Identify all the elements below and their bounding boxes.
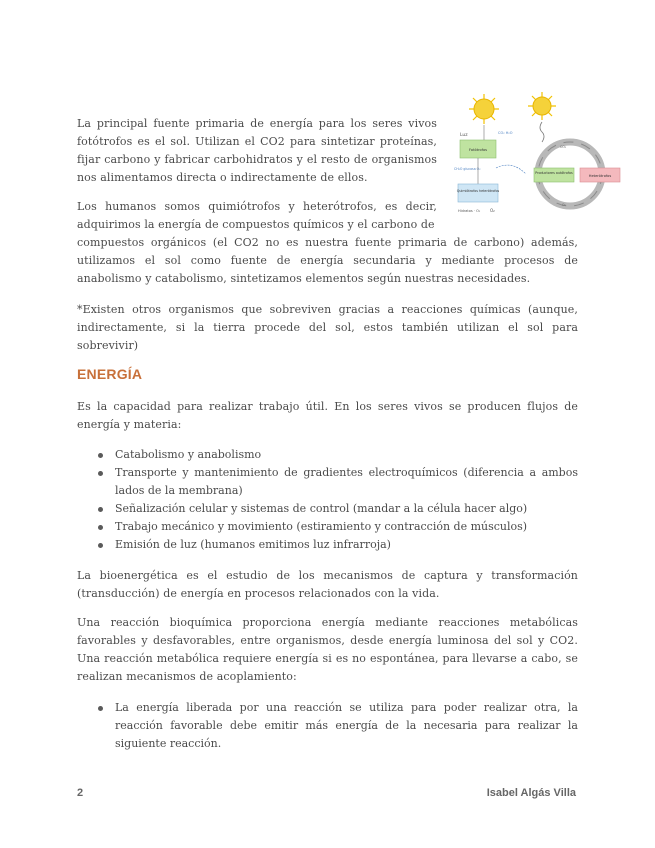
svg-text:CH₂O glucosa O₂: CH₂O glucosa O₂ <box>454 167 481 171</box>
energy-definition: Es la capacidad para realizar trabajo útil. En los seres vivos se producen flujos de energía y materia: <box>77 400 578 431</box>
list-item: Transporte y mantenimiento de gradientes electroquímicos (diferencia a ambos lados de la membrana) <box>77 464 578 500</box>
list-item: Señalización celular y sistemas de control (mandar a la célula hacer algo) <box>77 500 578 518</box>
figure-chemotroph-box: Quimiótrofos heterótrofos <box>456 189 500 193</box>
intro-paragraph-2-end: compuestos orgánicos (el CO2 no es nuestra fuente primaria de carbono) además, utilizamos el sol como fuente de energía secundaria y mediante procesos de anabolismo y catabolismo, sintetizamos elementos según nuestras necesidades. <box>77 236 578 285</box>
bioenergetics-paragraph: La bioenergética es el estudio de los mecanismos de captura y transformación (transducción) de energía en procesos relacionados con la vida. <box>77 569 578 600</box>
energy-flow-figure <box>448 92 626 216</box>
list-item: Emisión de luz (humanos emitimos luz infrarroja) <box>77 536 578 554</box>
figure-heterotroph-box: Heterótrofos <box>588 174 612 178</box>
list-item: Catabolismo y anabolismo <box>77 446 578 464</box>
intro-note: *Existen otros organismos que sobreviven gracias a reacciones químicas (aunque, indirectamente, si la tierra procede del sol, estos también utilizan el sol para sobrevivir) <box>77 303 578 352</box>
right-sun-icon <box>528 92 556 120</box>
author-name: Isabel Algás Villa <box>486 787 576 799</box>
intro-paragraph-2-start: Los humanos somos quimiótrofos y heterótrofos, es decir, adquirimos la energía de compuestos químicos y el carbono de <box>77 200 437 231</box>
energy-flows-list <box>77 446 578 554</box>
section-heading-energia: ENERGÍA <box>77 366 143 382</box>
reaction-paragraph: Una reacción bioquímica proporciona energía mediante reacciones metabólicas favorables y desfavorables, entre organismos, desde energía luminosa del sol y CO2. Una reacción metabólica requiere energía si es no espontánea, para llevarse a cabo, se realizan mecanismos de acoplamiento: <box>77 616 578 683</box>
svg-text:O₂: O₂ <box>562 203 566 207</box>
intro-paragraph-1: La principal fuente primaria de energía para los seres vivos fotótrofos es el sol. Utilizan el CO2 para sintetizar proteínas, fijar carbono y fabricar carbohidratos y el resto de organismos nos alimentamos directa o indirectamente de ellos. <box>77 117 437 184</box>
svg-text:CO₂: CO₂ <box>560 145 567 149</box>
figure-oxygen-label: O₂ <box>490 208 495 213</box>
svg-text:CO₂ H₂O: CO₂ H₂O <box>498 131 513 135</box>
figure-autotroph-box: Productores autótrofos <box>535 171 573 175</box>
figure-light-label: Luz <box>460 133 468 138</box>
left-sun-icon <box>469 94 499 124</box>
figure-phototroph-box: Fotótrofos <box>468 148 488 152</box>
list-item: Trabajo mecánico y movimiento (estiramiento y contracción de músculos) <box>77 518 578 536</box>
coupling-list <box>77 699 578 753</box>
list-item: La energía liberada por una reacción se utiliza para poder realizar otra, la reacción favorable debe emitir más energía de la necesaria para realizar la siguiente reacción. <box>77 699 578 753</box>
page-number: 2 <box>77 787 84 799</box>
svg-text:Hidratos · O₂: Hidratos · O₂ <box>458 209 481 213</box>
